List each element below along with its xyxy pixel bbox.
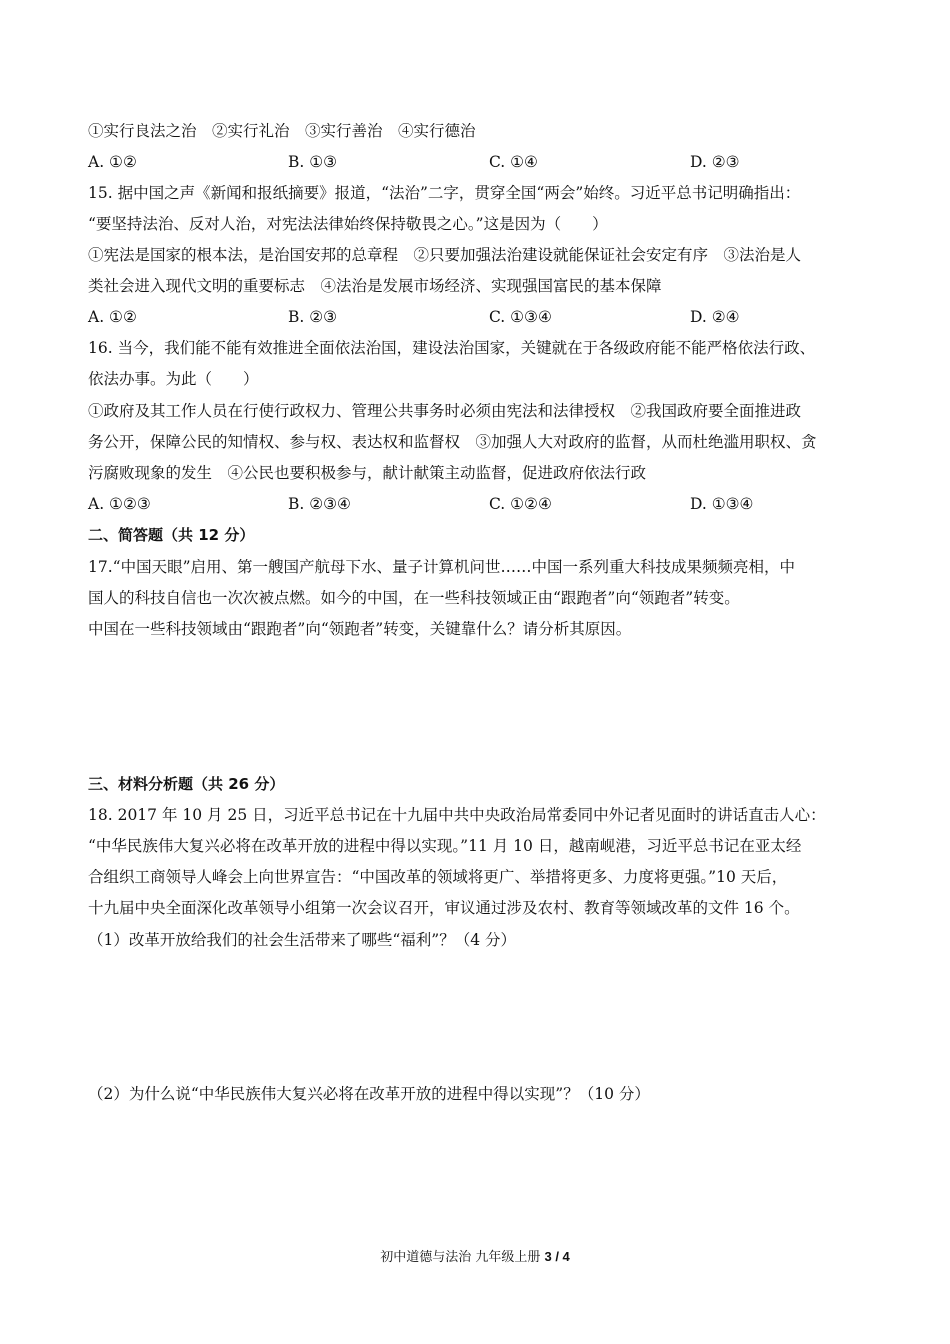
q15-statements-line2: 类社会进入现代文明的重要标志 ④法治是发展市场经济、实现强国富民的基本保障	[88, 277, 662, 295]
q18-line1: 18. 2017 年 10 月 25 日，习近平总书记在十九届中共中央政治局常委同中外记者见面时的讲话直击人心：	[88, 806, 826, 824]
q16-option-c[interactable]: C. ①②④	[489, 495, 552, 513]
q17-line1: 17.“中国天眼”启用、第一艘国产航母下水、量子计算机问世……中国一系列重大科技成果频频亮相，中	[88, 558, 796, 576]
q18-line2: “中华民族伟大复兴必将在改革开放的进程中得以实现。”11 月 10 日，越南岘港，习近平总书记在亚太经	[88, 837, 802, 855]
page-number: 3 / 4	[544, 1249, 570, 1264]
q14-statements: ①实行良法之治 ②实行礼治 ③实行善治 ④实行德治	[88, 122, 476, 140]
q14-option-a[interactable]: A. ①②	[88, 153, 137, 171]
q18-sub2: （2）为什么说“中华民族伟大复兴必将在改革开放的进程中得以实现”？（10 分）	[88, 1085, 650, 1103]
q15-option-c[interactable]: C. ①③④	[489, 308, 552, 326]
footer-label: 初中道德与法治 九年级上册	[380, 1250, 545, 1265]
q15-stem-line2: “要坚持法治、反对人治，对宪法法律始终保持敬畏之心。”这是因为（ ）	[88, 215, 608, 233]
q16-option-b[interactable]: B. ②③④	[288, 495, 351, 513]
q14-option-b[interactable]: B. ①③	[288, 153, 338, 171]
q15-option-b[interactable]: B. ②③	[288, 308, 338, 326]
q18-line3: 合组织工商领导人峰会上向世界宣告：“中国改革的领域将更广、举措将更多、力度将更强。”10 天后，	[88, 868, 788, 886]
q16-option-d[interactable]: D. ①③④	[690, 495, 754, 513]
section3-title: 三、材料分析题（共 26 分）	[88, 775, 285, 793]
q16-options	[88, 493, 878, 515]
q14-option-c[interactable]: C. ①④	[489, 153, 538, 171]
q16-option-a[interactable]: A. ①②③	[88, 495, 151, 513]
q17-line2: 国人的科技自信也一次次被点燃。如今的中国，在一些科技领域正由“跟跑者”向“领跑者”转变。	[88, 589, 740, 607]
q16-statements-line2: 务公开，保障公民的知情权、参与权、表达权和监督权 ③加强人大对政府的监督，从而杜绝滥用职权、贪	[88, 433, 817, 451]
q14-option-d[interactable]: D. ②③	[690, 153, 740, 171]
section2-title: 二、简答题（共 12 分）	[88, 526, 255, 544]
q16-stem-line2: 依法办事。为此（ ）	[88, 370, 259, 388]
q15-statements-line1: ①宪法是国家的根本法，是治国安邦的总章程 ②只要加强法治建设就能保证社会安定有序 ③法治是人	[88, 246, 802, 264]
q17-line3: 中国在一些科技领域由“跟跑者”向“领跑者”转变，关键靠什么？请分析其原因。	[88, 620, 632, 638]
page-footer	[0, 1248, 950, 1267]
q16-statements-line1: ①政府及其工作人员在行使行政权力、管理公共事务时必须由宪法和法律授权 ②我国政府要全面推进政	[88, 402, 802, 420]
q18-line4: 十九届中央全面深化改革领导小组第一次会议召开，审议通过涉及农村、教育等领域改革的文件 16 个。	[88, 899, 800, 917]
q15-stem-line1: 15. 据中国之声《新闻和报纸摘要》报道，“法治”二字，贯穿全国“两会”始终。习近平总书记明确指出：	[88, 184, 801, 202]
q14-options	[88, 151, 878, 173]
q15-option-a[interactable]: A. ①②	[88, 308, 137, 326]
q16-statements-line3: 污腐败现象的发生 ④公民也要积极参与，献计献策主动监督，促进政府依法行政	[88, 464, 647, 482]
q15-option-d[interactable]: D. ②④	[690, 308, 740, 326]
q15-options	[88, 306, 878, 328]
q16-stem-line1: 16. 当今，我们能不能有效推进全面依法治国，建设法治国家，关键就在于各级政府能不能严格依法行政、	[88, 339, 816, 357]
q18-sub1: （1）改革开放给我们的社会生活带来了哪些“福利”？（4 分）	[88, 931, 517, 949]
